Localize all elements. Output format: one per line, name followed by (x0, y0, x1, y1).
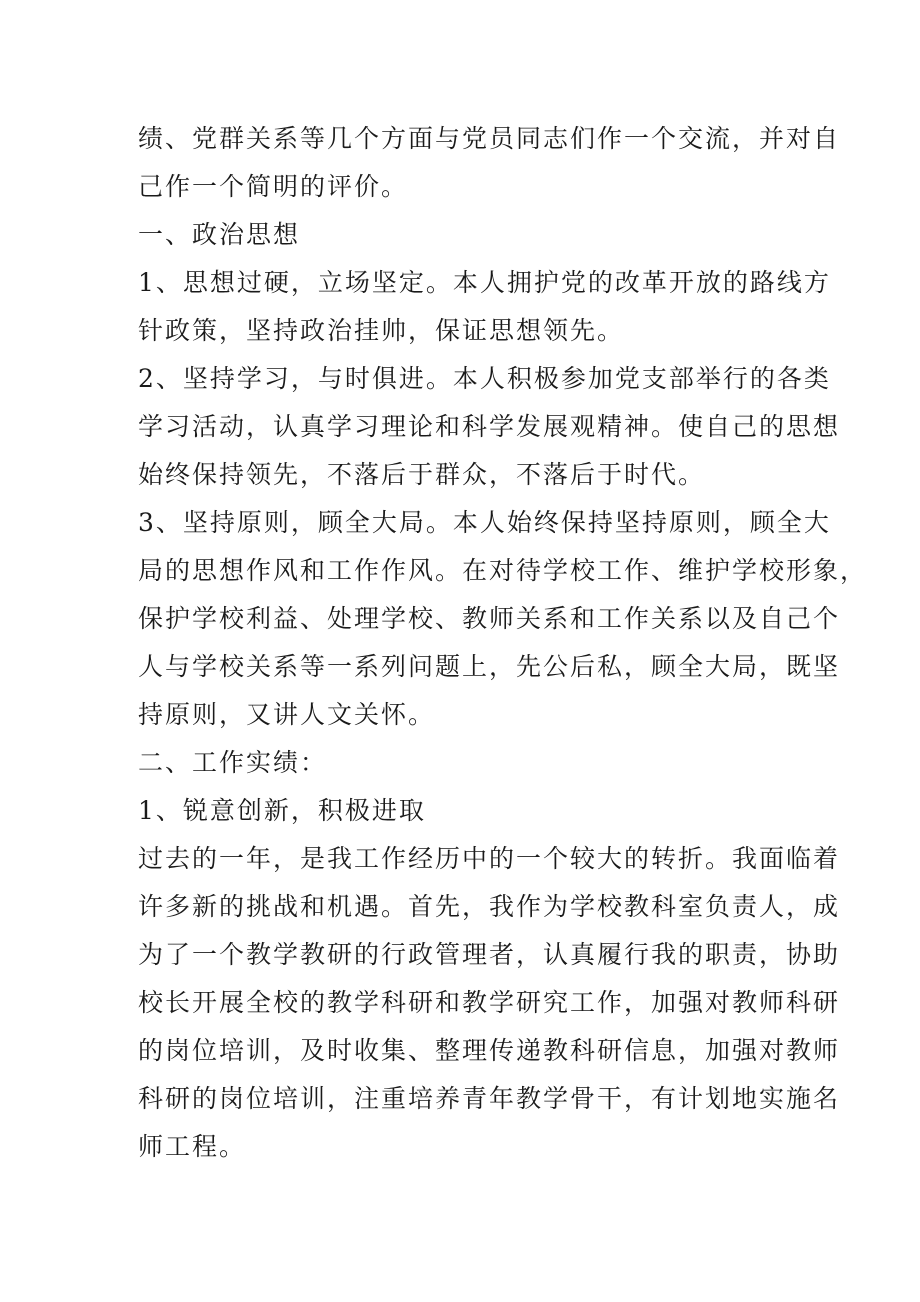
text-line: 绩、党群关系等几个方面与党员同志们作一个交流，并对自 (138, 124, 841, 153)
document-body (138, 115, 868, 1171)
text-line: 学习活动，认真学习理论和科学发展观精神。使自己的思想 (138, 412, 841, 441)
text-line: 人与学校关系等一系列问题上，先公后私，顾全大局，既坚 (138, 652, 841, 681)
text-line: 针政策，坚持政治挂帅，保证思想领先。 (138, 316, 625, 345)
text-line: 校长开展全校的教学科研和教学研究工作，加强对教师科研 (138, 988, 841, 1017)
subsection-heading: 1、锐意创新，积极进取 (138, 796, 426, 825)
text-line: 2、坚持学习，与时俱进。本人积极参加党支部举行的各类 (138, 364, 831, 393)
section-heading: 二、工作实绩： (138, 748, 328, 777)
text-line: 保护学校利益、处理学校、教师关系和工作关系以及自己个 (138, 604, 841, 633)
text-line: 始终保持领先，不落后于群众，不落后于时代。 (138, 460, 706, 489)
text-line: 己作一个简明的评价。 (138, 172, 409, 201)
text-line: 师工程。 (138, 1132, 247, 1161)
section-heading: 一、政治思想 (138, 220, 301, 249)
text-line: 局的思想作风和工作作风。在对待学校工作、维护学校形象， (138, 556, 868, 585)
text-line: 的岗位培训，及时收集、整理传递教科研信息，加强对教师 (138, 1036, 841, 1065)
text-line: 持原则，又讲人文关怀。 (138, 700, 436, 729)
text-line: 科研的岗位培训，注重培养青年教学骨干，有计划地实施名 (138, 1084, 841, 1113)
text-line: 1、思想过硬，立场坚定。本人拥护党的改革开放的路线方 (138, 268, 831, 297)
text-line: 为了一个教学教研的行政管理者，认真履行我的职责，协助 (138, 940, 841, 969)
text-line: 许多新的挑战和机遇。首先，我作为学校教科室负责人，成 (138, 892, 841, 921)
text-line: 过去的一年，是我工作经历中的一个较大的转折。我面临着 (138, 844, 841, 873)
text-line: 3、坚持原则，顾全大局。本人始终保持坚持原则，顾全大 (138, 508, 831, 537)
